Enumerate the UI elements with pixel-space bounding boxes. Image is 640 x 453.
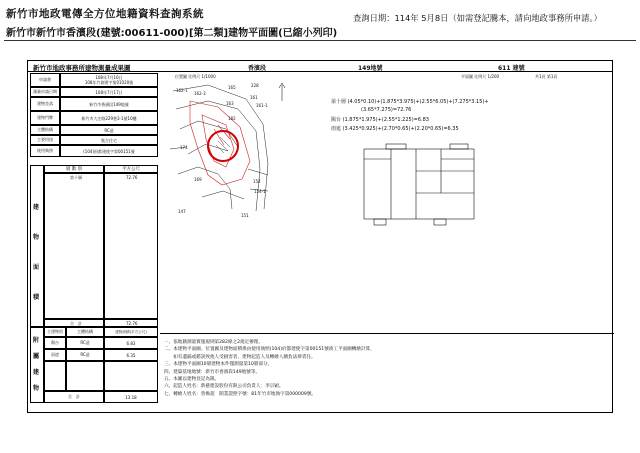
parcel-label: 161	[250, 95, 258, 100]
area-row-value: 72.76	[126, 175, 138, 180]
note-line: 六、起造人姓名：新藝建設股份有限公司負責人：李宗穎。	[164, 384, 284, 390]
header-divider	[4, 40, 636, 41]
area-side-label: 建 物 面 積	[33, 204, 40, 301]
info-row-label: 測量申請日期	[33, 89, 57, 94]
header-subtitle: 新竹市新竹市香濱段(建號:00611-000)[第二類]建物平面圖(已縮小列印)	[6, 28, 338, 39]
sheet-number: 共1頁 第1頁	[535, 74, 558, 79]
info-row-value: 108年7月16日 108年竹測建字第01020號	[84, 75, 134, 85]
formula-line-2: (3.65*7.275)=72.76	[361, 107, 412, 113]
formula-line-3: 陽台 (1.875*1.975)+(2.55*1.225)=6.83	[331, 117, 429, 123]
annex-total-value: 13.18	[125, 394, 137, 400]
parcel-label: 162-3	[194, 91, 206, 96]
scale-right: 平面圖 比例尺 1/200	[461, 74, 500, 79]
annex-total-label: 合 計	[68, 394, 80, 399]
note-line: 如有遺漏或錯誤致他人受損害者，建物起造人及轉繪人願負法律責任。	[164, 354, 316, 360]
info-table	[30, 73, 158, 403]
annex-row-name: 雨遮	[51, 352, 59, 357]
info-row-label: 申請書	[39, 77, 51, 82]
floor-plan	[346, 143, 491, 229]
parcel-label: 228	[251, 83, 259, 88]
area-header-layer: 層 數 別	[65, 167, 83, 172]
annex-row-struct: RC造	[80, 340, 90, 345]
info-row-value: 新竹市大庄路229巷3-1號10樓	[81, 115, 137, 121]
build-no: 611 建號	[498, 65, 525, 72]
annex-header-struct: 主體結構	[77, 329, 93, 334]
query-date: 查詢日期：114年 5月8日（如需登記騰本，請向地政事務所申請。）	[353, 13, 602, 23]
parcel-label: 147	[178, 209, 186, 214]
area-table	[30, 165, 158, 335]
note-line: 四、建築基地地號：新竹市香濱段149地號等。	[164, 369, 261, 375]
section-label: 香濱段	[248, 65, 267, 72]
land-no: 149地號	[358, 65, 383, 72]
parcel-label: 182	[228, 116, 236, 121]
info-row-value: 集合住宅	[101, 137, 117, 143]
parcel-label: 169	[194, 177, 202, 182]
title-divider	[28, 71, 612, 72]
annex-row-area: 6.35	[126, 352, 136, 358]
note-line: 一、依地籍測量實施規則第282條之2規定辦理。	[164, 340, 263, 345]
parcel-label: 174	[180, 145, 188, 150]
info-row-value: 108年7月17日	[95, 89, 123, 95]
area-header-unit: 平方公尺	[122, 167, 140, 172]
annex-row-area: 6.83	[126, 340, 136, 346]
info-row-label: 建物坐落	[37, 101, 53, 106]
info-row-value: (104)府都建使字第00151號	[83, 148, 135, 154]
parcel-label: 151	[241, 213, 249, 218]
area-total-label: 合 計	[70, 321, 82, 326]
info-row-value: RC造	[104, 127, 114, 133]
note-line: 五、本圖以建物登記為限。	[164, 377, 220, 383]
annex-side-label: 附 屬 建 物	[33, 337, 40, 392]
info-row-label: 建物門牌	[37, 115, 53, 120]
notes-divider	[160, 333, 614, 334]
note-line: 二、本建物平面圖、位置圖及建物面積係由使用執照(104)府都建使字第00151號竣工平面圖轉繪計算，	[164, 347, 375, 353]
notes	[164, 339, 375, 398]
parcel-label: 163	[226, 101, 234, 106]
formula-line-4: 雨遮 (3.425*0.925)+(2.70*0.65)+(2.20*0.65)=6.35	[331, 126, 459, 132]
north-arrow-icon	[279, 83, 285, 101]
info-row-label: 主要用途	[37, 137, 53, 142]
area-row-layer: 第十層	[70, 175, 82, 180]
annex-table	[30, 327, 158, 403]
parcel-label: 154-1	[254, 189, 266, 194]
annex-row-struct: RC造	[80, 352, 90, 357]
scale-left: 位置圖 比例尺 1/1000	[175, 74, 216, 79]
parcel-label: 154	[253, 179, 261, 184]
annex-header-area: 建物面積(平方公尺)	[115, 329, 147, 334]
survey-title: 新竹市地政事務所建物測量成果圖	[33, 64, 131, 72]
parcel-label: 161-1	[256, 103, 268, 108]
survey-frame	[27, 60, 613, 413]
info-row-value: 新竹市香濱段149地號	[89, 101, 129, 107]
annex-row-name: 陽台	[51, 340, 59, 345]
info-row-label: 主體結構	[37, 127, 53, 132]
note-line: 三、本建物平面圖10層建物本件僅測量第10層部分。	[164, 362, 273, 368]
info-row-label: 使用執照	[37, 148, 53, 153]
annex-header-name: 主建物別	[47, 329, 63, 334]
formula-line-1: 第十層 (4.05*0.10)+(1.875*3.975)+(2.55*6.05)+(7.275*3.15)+	[331, 99, 489, 105]
header-title: 新竹市地政電傳全方位地籍資料查詢系統	[6, 8, 204, 20]
note-line: 七、轉繪人姓名：曾煥超 開業證照字號：81年竹市地執字第000009號。	[164, 391, 317, 397]
parcel-label: 162-1	[176, 88, 188, 93]
parcel-label: 165	[228, 85, 236, 90]
area-total-value: 72.76	[126, 321, 138, 326]
